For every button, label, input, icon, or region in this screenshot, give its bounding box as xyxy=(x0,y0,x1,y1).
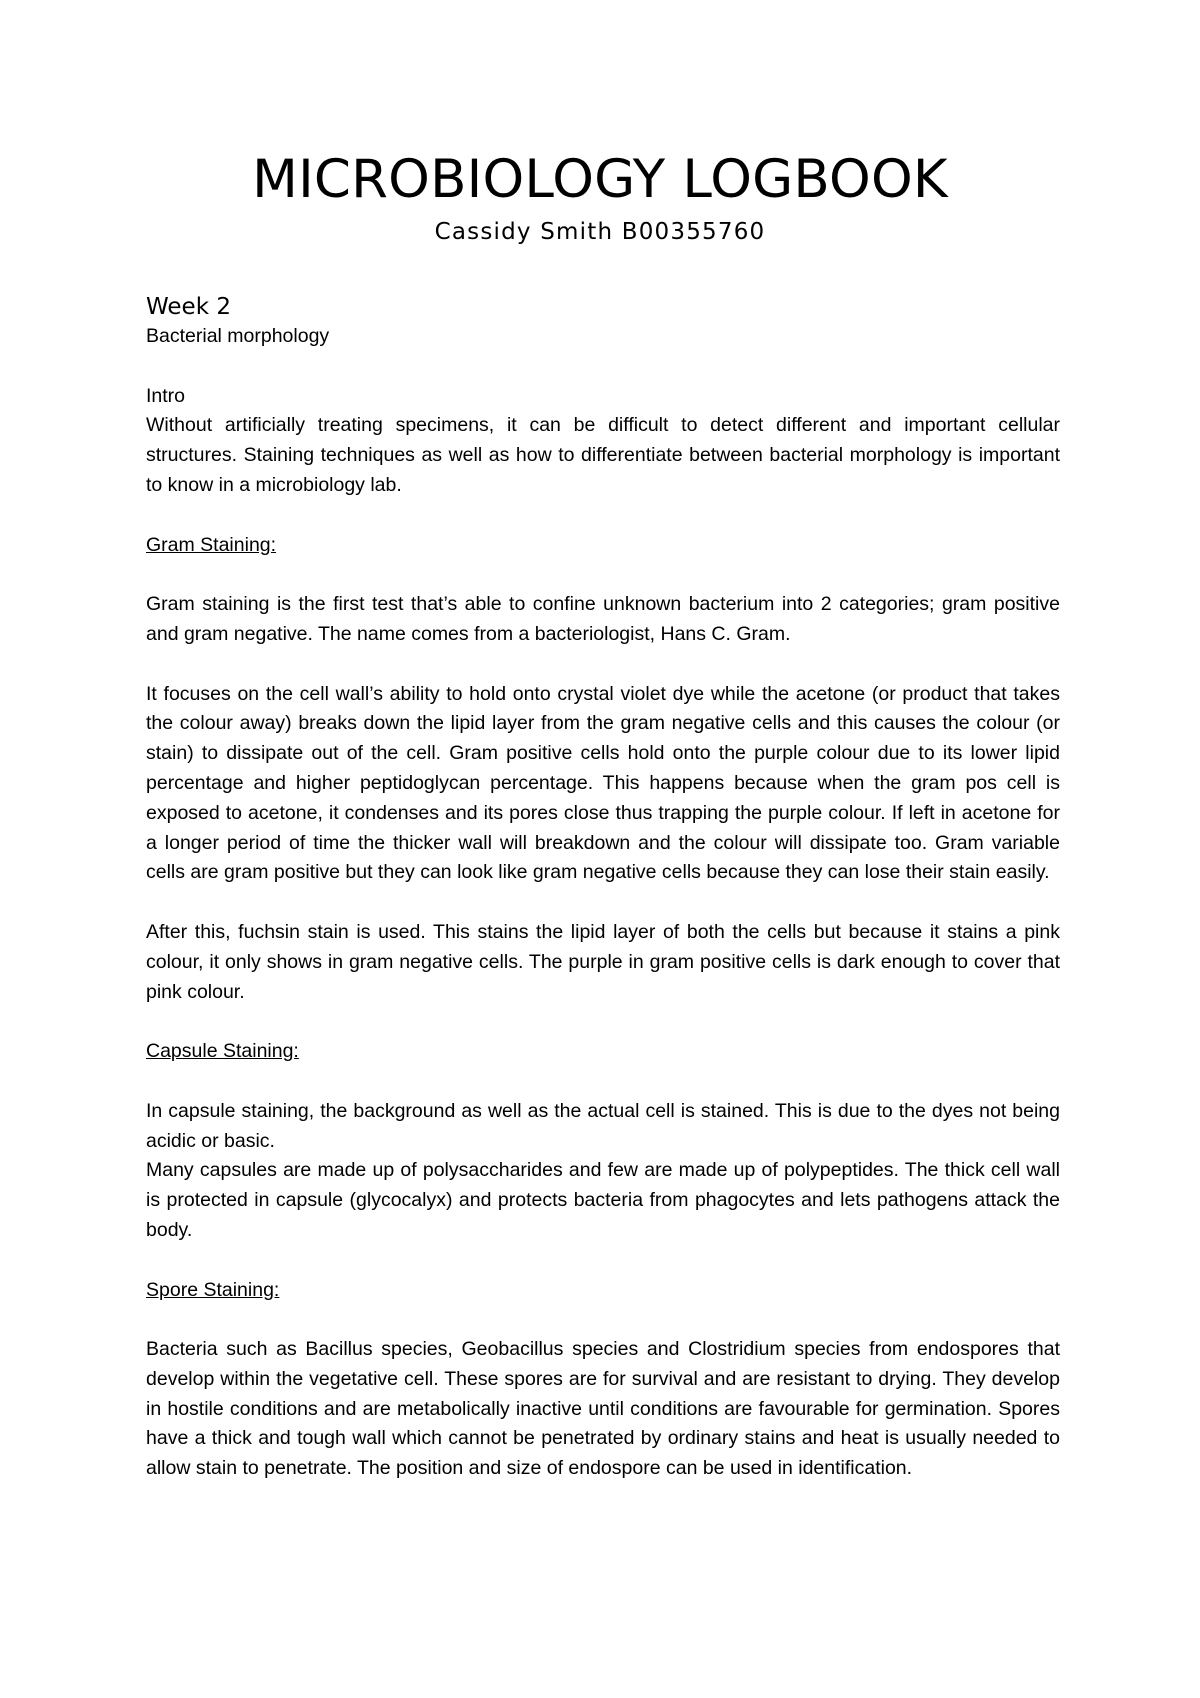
intro-paragraph: Without artificially treating specimens, it can be difficult to detect different and important cellular structures. Staining techniques as well as how to differentiate between bacterial morphology is important to know in a microbiology lab. xyxy=(146,414,1060,496)
week-heading: Week 2 xyxy=(146,294,231,320)
gram-paragraph-3: After this, fuchsin stain is used. This stains the lipid layer of both the cells but because it stains a pink colour, it only shows in gram negative cells. The purple in gram positive cells is dark enough to cover that pink colour. xyxy=(146,920,1060,1003)
spacer xyxy=(146,352,1060,382)
topic-line: Bacterial morphology xyxy=(146,325,330,347)
spacer xyxy=(146,1246,1060,1276)
spacer xyxy=(146,1305,1060,1335)
gram-paragraph-1: Gram staining is the first test that’s able to confine unknown bacterium into 2 categories; gram positive and gram negative. The name comes from a bacteriologist, Hans C. Gram. xyxy=(146,593,1060,645)
capsule-paragraph-2: Many capsules are made up of polysaccharides and few are made up of polypeptides. The thick cell wall is protected in capsule (glycocalyx) and protects bacteria from phagocytes and lets pathogens attack the body. xyxy=(146,1159,1060,1241)
gram-paragraph-2: It focuses on the cell wall’s ability to hold onto crystal violet dye while the acetone (or product that takes the colour away) breaks down the lipid layer from the gram negative cells and this causes the colour (or stain) to dissipate out of the cell. Gram positive cells hold onto the purple colour due to its lower lipid percentage and higher peptidoglycan percentage. This happens because when the gram pos cell is exposed to acetone, it condenses and its pores close thus trapping the purple colour. If left in acetone for a longer period of time the thicker wall will breakdown and the colour will dissipate too. Gram variable cells are gram positive but they can look like gram negative cells because they can lose their stain easily. xyxy=(146,682,1060,884)
spacer xyxy=(146,650,1060,680)
spacer xyxy=(146,501,1060,531)
intro-heading: Intro xyxy=(146,384,186,407)
gram-staining-heading: Gram Staining: xyxy=(146,533,277,556)
author-line: Cassidy Smith B00355760 xyxy=(434,219,766,245)
capsule-paragraph-1: In capsule staining, the background as well as the actual cell is stained. This is due to the dyes not being acidic or basic. xyxy=(146,1099,1060,1152)
document-title: MICROBIOLOGY LOGBOOK xyxy=(252,149,948,210)
spacer xyxy=(146,1007,1060,1037)
spore-paragraph-1: Bacteria such as Bacillus species, Geobacillus species and Clostridium species from endospores that develop within the vegetative cell. These spores are for survival and are resistant to drying. They develop in hostile conditions and are metabolically inactive until conditions are favourable for germination. Spores have a thick and tough wall which cannot be penetrated by ordinary stains and heat is usually needed to allow stain to penetrate. The position and size of endospore can be used in identification. xyxy=(146,1338,1060,1480)
spore-staining-heading: Spore Staining: xyxy=(146,1278,280,1301)
spacer xyxy=(146,888,1060,918)
capsule-staining-heading: Capsule Staining: xyxy=(146,1040,299,1063)
document-body xyxy=(146,292,1060,1484)
spacer xyxy=(146,1067,1060,1097)
spacer xyxy=(146,560,1060,590)
